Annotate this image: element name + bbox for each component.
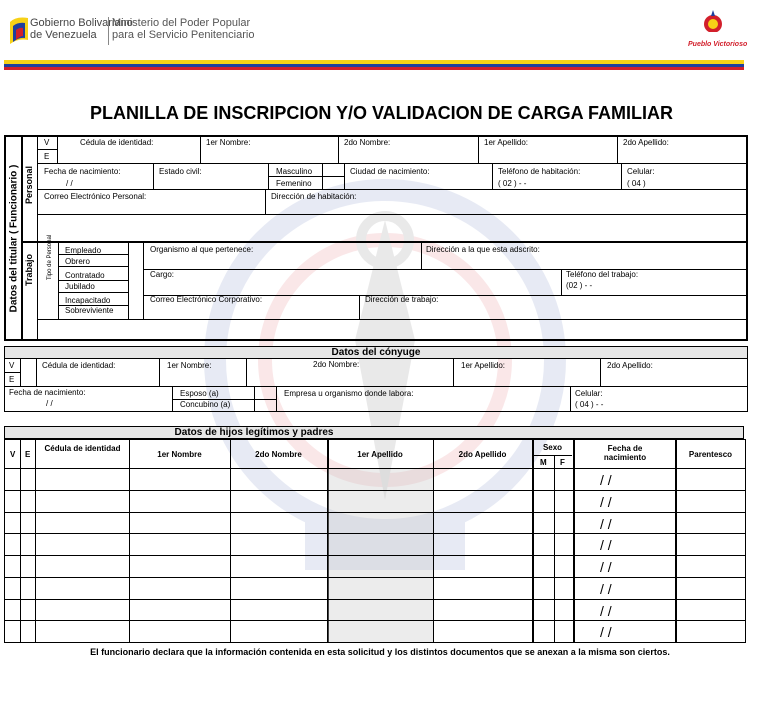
col-divider	[433, 439, 434, 643]
col-header-v: V	[10, 450, 16, 459]
col-divider	[153, 163, 154, 189]
col-header-nombre1: 1er Nombre	[157, 450, 202, 459]
table-row	[4, 599, 746, 600]
conyuge-nombre2-label: 2do Nombre:	[313, 360, 360, 369]
col-divider	[478, 135, 479, 163]
personal-trabajo-divider	[21, 241, 748, 243]
titular-direccion-trabajo-label: Dirección de trabajo:	[365, 295, 439, 304]
row-line	[37, 189, 748, 190]
conyuge-e: E	[9, 375, 15, 384]
titular-nombre2-label: 2do Nombre:	[344, 138, 391, 147]
col-header-nombre2: 2do Nombre	[255, 450, 302, 459]
col-divider	[573, 439, 575, 643]
tipo-line	[58, 266, 128, 267]
hijos-title: Datos de hijos legítimos y padres	[174, 427, 334, 438]
sex-check-col	[322, 163, 323, 189]
conyuge-cedula-label: Cédula de identidad:	[42, 361, 116, 370]
row-date-slashes: / /	[600, 537, 612, 553]
col-divider	[344, 163, 345, 189]
col-divider	[621, 163, 622, 189]
conyuge-concubino-label: Concubino (a)	[180, 400, 231, 409]
titular-cargo-label: Cargo:	[150, 270, 175, 279]
row-line	[37, 163, 748, 164]
ve-divider	[4, 372, 20, 373]
tipo-incapacitado: Incapacitado	[65, 296, 111, 305]
titular-direccion-hab-label: Dirección de habitación:	[271, 192, 357, 201]
col-divider	[600, 358, 601, 386]
col-divider	[246, 358, 247, 386]
col-divider	[36, 358, 37, 386]
personal-label: Personal	[24, 165, 34, 205]
row-line	[4, 386, 748, 387]
titular-fecha-slashes: / /	[66, 179, 73, 188]
titular-masculino-label: Masculino	[276, 167, 313, 176]
titular-ciudad-label: Ciudad de nacimiento:	[350, 167, 430, 176]
titular-nombre1-label: 1er Nombre:	[206, 138, 251, 147]
col-divider	[129, 439, 130, 643]
conyuge-celular-value: ( 04 ) - -	[575, 400, 604, 409]
col-divider	[230, 439, 231, 643]
titular-fecha-label: Fecha de nacimiento:	[44, 167, 121, 176]
conyuge-fecha-label: Fecha de nacimiento:	[9, 388, 86, 397]
col-header-sexo: Sexo	[542, 443, 563, 452]
tipo-line	[58, 280, 128, 281]
sexo-mf-divider	[554, 455, 555, 643]
col-divider	[200, 135, 201, 163]
row-date-slashes: / /	[600, 603, 612, 619]
col-header-e: E	[25, 450, 31, 459]
tipo-obrero: Obrero	[65, 257, 90, 266]
footer-declaration: El funcionario declara que la información contenida en esta solicitud y los distintos documentos que se anexan a la misma son ciertos.	[90, 647, 670, 657]
titular-tel-hab-value: ( 02 ) - -	[498, 179, 527, 188]
trabajo-label: Trabajo	[24, 254, 34, 287]
titular-side-divider	[21, 135, 23, 341]
titular-femenino-label: Femenino	[276, 179, 312, 188]
row-date-slashes: / /	[600, 624, 612, 640]
titular-correo-label: Correo Electrónico Personal:	[44, 192, 147, 201]
tipo-contratado: Contratado	[65, 271, 105, 280]
table-row	[4, 555, 746, 556]
col-divider	[20, 439, 21, 643]
conyuge-fecha-slashes: / /	[46, 399, 53, 408]
titular-cedula-label: Cédula de identidad:	[80, 138, 154, 147]
conyuge-nombre1-label: 1er Nombre:	[167, 361, 212, 370]
col-divider	[492, 163, 493, 189]
row-date-slashes: / /	[600, 559, 612, 575]
tipo-jubilado: Jubilado	[65, 282, 95, 291]
tipo-check-col	[128, 241, 129, 319]
titular-direccion-adscrito-label: Dirección a la que esta adscrito:	[426, 245, 540, 254]
col-divider	[35, 439, 36, 643]
titular-side-label: Datos del titular ( Funcionario )	[8, 164, 20, 313]
row-date-slashes: / /	[600, 516, 612, 532]
row-date-slashes: / /	[600, 494, 612, 510]
tipo-line	[58, 305, 128, 306]
tipo-personal-label: Tipo de Personal	[47, 234, 53, 280]
government-logo-icon	[8, 14, 30, 46]
row-date-slashes: / /	[600, 472, 612, 488]
table-row	[4, 533, 746, 534]
tipo-line	[58, 254, 128, 255]
col-divider	[453, 358, 454, 386]
col-divider	[675, 439, 677, 643]
tipo-line	[58, 292, 128, 293]
titular-tel-trabajo-label: Teléfono del trabajo:	[566, 270, 639, 279]
col-divider	[338, 135, 339, 163]
titular-correo-corp-label: Correo Electrónico Corporativo:	[150, 295, 263, 304]
col-header-fecha: Fecha de nacimiento	[603, 444, 647, 462]
header	[0, 0, 763, 75]
titular-apellido1-label: 1er Apellido:	[484, 138, 529, 147]
col-divider	[421, 241, 422, 269]
titular-e: E	[44, 152, 50, 161]
titular-tel-trabajo-value: (02 ) - -	[566, 281, 593, 290]
row-date-slashes: / /	[600, 581, 612, 597]
conyuge-v: V	[9, 361, 15, 370]
ve-col	[57, 135, 58, 163]
conyuge-apellido2-label: 2do Apellido:	[607, 361, 653, 370]
col-divider	[143, 241, 144, 319]
conyuge-esposo-label: Esposo (a)	[180, 389, 219, 398]
row-line	[143, 269, 748, 270]
row-line	[37, 214, 748, 215]
flag-stripe-red	[4, 67, 744, 70]
conyuge-celular-label: Celular:	[575, 389, 603, 398]
tipo-empleado: Empleado	[65, 246, 102, 255]
titular-section	[4, 135, 748, 341]
titular-tel-hab-label: Teléfono de habitación:	[498, 167, 581, 176]
sexo-sub-line	[532, 455, 572, 456]
conyuge-apellido1-label: 1er Apellido:	[461, 361, 506, 370]
right-logo	[688, 10, 748, 58]
conyuge-title: Datos del cónyuge	[331, 347, 421, 358]
table-row	[4, 490, 746, 491]
ve-divider	[37, 149, 57, 150]
tipo-sobreviviente: Sobreviviente	[65, 306, 114, 315]
titular-estado-civil-label: Estado civil:	[159, 167, 202, 176]
titular-sub-divider	[37, 135, 38, 341]
col-header-cedula: Cédula de identidad	[44, 444, 121, 453]
titular-v: V	[44, 138, 50, 147]
col-header-m: M	[540, 458, 547, 467]
star-burst-icon	[698, 10, 728, 32]
titular-organismo-label: Organismo al que pertenece:	[150, 245, 254, 254]
col-divider	[570, 386, 571, 412]
ministry-line-1: Ministerio del Poder Popular	[112, 17, 251, 29]
col-header-f: F	[560, 458, 565, 467]
row-line	[37, 319, 748, 320]
col-header-apellido2: 2do Apellido	[458, 450, 507, 459]
table-row	[4, 577, 746, 578]
sex-divider	[268, 176, 344, 177]
table-row	[4, 620, 746, 621]
titular-apellido2-label: 2do Apellido:	[623, 138, 669, 147]
ve-col	[20, 358, 21, 386]
col-divider	[159, 358, 160, 386]
ministry-line-2: para el Servicio Penitenciario	[112, 29, 255, 41]
right-logo-text: Pueblo Victorioso	[688, 41, 748, 48]
gov-line-2: de Venezuela	[30, 29, 97, 41]
gov-line-1: Gobierno Bolivariano	[30, 17, 133, 29]
col-divider	[276, 386, 277, 412]
header-separator	[108, 17, 109, 45]
col-header-parentesco: Parentesco	[688, 450, 733, 459]
rel-check-col	[254, 386, 255, 412]
col-divider	[359, 295, 360, 319]
col-header-apellido1: 1er Apellido	[357, 450, 403, 459]
conyuge-empresa-label: Empresa u organismo donde labora:	[284, 389, 414, 398]
col-divider	[617, 135, 618, 163]
col-divider	[561, 269, 562, 295]
titular-celular-label: Celular:	[627, 167, 655, 176]
titular-celular-value: ( 04 )	[627, 179, 646, 188]
col-divider	[265, 189, 266, 214]
form-title: PLANILLA DE INSCRIPCION Y/O VALIDACION DE CARGA FAMILIAR	[89, 103, 673, 123]
col-divider	[532, 439, 534, 643]
table-row	[4, 512, 746, 513]
